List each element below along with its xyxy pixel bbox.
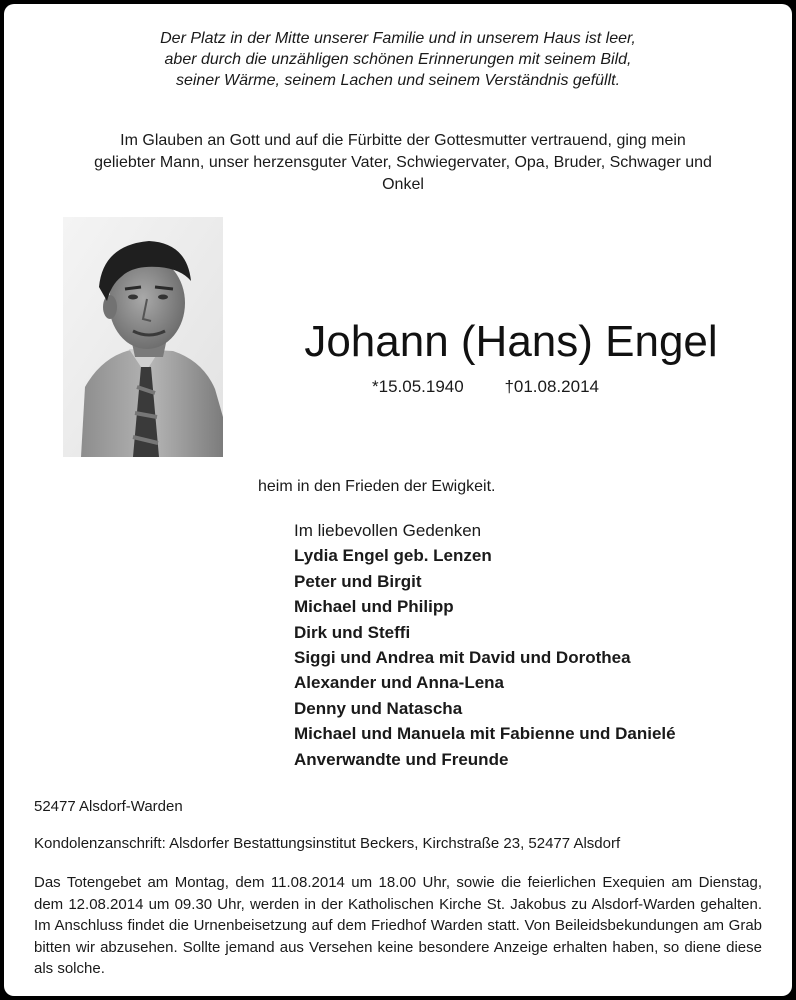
family-member: Alexander und Anna-Lena xyxy=(294,673,505,693)
life-dates xyxy=(372,376,599,398)
family-member: Lydia Engel geb. Lenzen xyxy=(294,546,492,566)
memorial-quote xyxy=(4,28,792,91)
intro-line: Onkel xyxy=(382,176,424,193)
family-member: Anverwandte und Freunde xyxy=(294,749,509,769)
intro-line: geliebter Mann, unser herzensguter Vater, Schwiegervater, Opa, Bruder, Schwager und xyxy=(94,154,712,171)
family-member: Siggi und Andrea mit David und Dorothea xyxy=(294,648,631,668)
family-member: Denny und Natascha xyxy=(294,698,463,718)
family-list xyxy=(294,518,676,772)
deceased-name: Johann (Hans) Engel xyxy=(304,317,718,366)
family-member: Peter und Birgit xyxy=(294,571,422,591)
obituary-page xyxy=(4,4,792,996)
birth-date: *15.05.1940 xyxy=(372,377,464,396)
death-date: †01.08.2014 xyxy=(504,377,599,396)
intro-text xyxy=(44,130,762,196)
family-member: Dirk und Steffi xyxy=(294,622,411,642)
quote-line: seiner Wärme, seinem Lachen und seinem Verständnis gefüllt. xyxy=(175,72,621,89)
place-line: 52477 Alsdorf-Warden xyxy=(34,798,183,815)
peace-line: heim in den Frieden der Ewigkeit. xyxy=(258,478,496,495)
condolence-address: Kondolenzanschrift: Alsdorfer Bestattungsinstitut Beckers, Kirchstraße 23, 52477 Alsdorf xyxy=(34,835,621,852)
quote-line: Der Platz in der Mitte unserer Familie und in unserem Haus ist leer, xyxy=(160,30,636,47)
portrait-photo xyxy=(63,217,223,457)
family-member: Michael und Manuela mit Fabienne und Danielé xyxy=(294,724,676,744)
family-lead: Im liebevollen Gedenken xyxy=(294,521,482,540)
intro-line: Im Glauben an Gott und auf die Fürbitte der Gottesmutter vertrauend, ging mein xyxy=(120,132,686,149)
quote-line: aber durch die unzähligen schönen Erinnerungen mit seinem Bild, xyxy=(164,51,632,68)
service-notice: Das Totengebet am Montag, dem 11.08.2014 um 18.00 Uhr, sowie die feierlichen Exequien am Dienstag, dem 12.08.2014 um 09.30 Uhr, werden in der Katholischen Kirche St. Jakobus zu Alsdorf-Warden gehalten. Im Anschluss findet die Urnenbeisetzung auf dem Friedhof Warden statt. Von Beileidsbekundungen am Grab bitten wir abzusehen. Sollte jemand aus Versehen keine besondere Anzeige erhalten haben, so diene diese als solche. xyxy=(34,874,762,977)
family-member: Michael und Philipp xyxy=(294,597,454,617)
